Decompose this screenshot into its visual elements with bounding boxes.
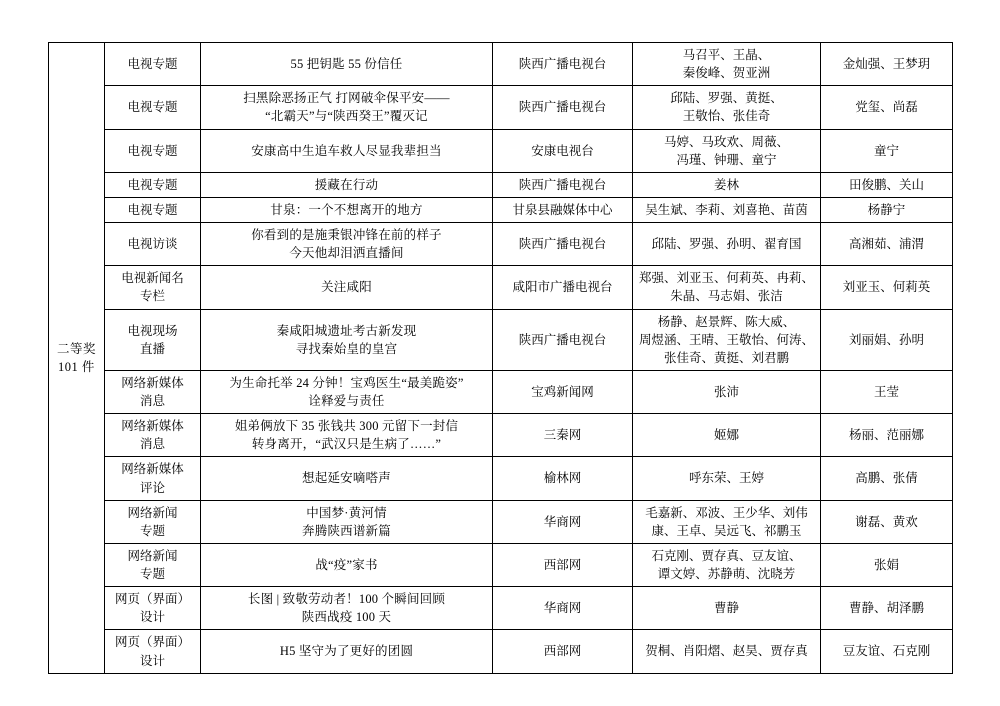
authors-cell <box>633 309 821 370</box>
unit-line: 西部网 <box>543 644 582 659</box>
author-line: 贺桐、肖阳熠、赵昊、贾存真 <box>645 644 808 659</box>
category-line: 网页（界面） <box>114 592 190 607</box>
author-line: 邱陆、罗强、孙明、翟育国 <box>651 237 802 252</box>
table-row <box>49 197 953 222</box>
work-title-line: 秦咸阳城遗址考古新发现 <box>276 323 417 338</box>
work-title-line: 援藏在行动 <box>314 177 379 192</box>
table-row <box>49 500 953 543</box>
work-title-line: 今天他却泪洒直播间 <box>289 246 404 261</box>
work-title-line: 姐弟俩放下 35 张钱共 300 元留下一封信 <box>234 419 459 434</box>
category-line: 直播 <box>139 341 165 356</box>
work-title-cell <box>201 172 493 197</box>
table-row <box>49 309 953 370</box>
table-row <box>49 86 953 129</box>
award-grade-cell <box>49 43 105 674</box>
editors-cell <box>821 457 953 500</box>
editors-cell <box>821 309 953 370</box>
editor-line: 童宁 <box>873 143 899 158</box>
editors-cell <box>821 43 953 86</box>
editor-line: 王莹 <box>873 384 899 399</box>
award-grade-line: 101 件 <box>58 359 95 374</box>
table-row <box>49 370 953 413</box>
work-title-line: 55 把钥匙 55 份信任 <box>290 57 403 72</box>
category-cell <box>105 223 201 266</box>
editor-line: 高湘茹、浦渭 <box>848 237 924 252</box>
unit-cell <box>493 309 633 370</box>
work-title-cell <box>201 370 493 413</box>
table-row <box>49 266 953 309</box>
work-title-line: 奔腾陕西谱新篇 <box>302 523 391 538</box>
editors-cell <box>821 587 953 630</box>
category-line: 设计 <box>139 610 165 625</box>
work-title-line: 你看到的是施秉银冲锋在前的样子 <box>251 228 442 242</box>
author-line: 吴生斌、李莉、刘喜艳、苗茵 <box>645 202 808 217</box>
category-line: 电视访谈 <box>127 237 178 252</box>
category-line: 设计 <box>139 653 165 668</box>
unit-line: 华商网 <box>543 601 582 616</box>
category-cell <box>105 500 201 543</box>
author-line: 冯瑾、钟珊、童宁 <box>676 152 777 167</box>
unit-cell <box>493 197 633 222</box>
work-title-line: 战“疫”家书 <box>315 557 378 572</box>
editors-cell <box>821 197 953 222</box>
unit-cell <box>493 43 633 86</box>
unit-line: 三秦网 <box>543 428 582 443</box>
unit-line: 陕西广播电视台 <box>518 237 607 252</box>
author-line: 郑强、刘亚玉、何莉英、冉莉、 <box>638 271 814 286</box>
author-line: 杨静、赵景辉、陈大威、 <box>657 314 796 329</box>
work-title-line: 诠释爱与责任 <box>308 394 385 408</box>
editor-line: 金灿强、王梦玥 <box>842 57 931 72</box>
table-row <box>49 223 953 266</box>
category-line: 电视专题 <box>127 143 178 158</box>
category-cell <box>105 370 201 413</box>
unit-cell <box>493 129 633 172</box>
unit-cell <box>493 457 633 500</box>
category-cell <box>105 587 201 630</box>
editor-line: 豆友谊、石克刚 <box>842 644 931 659</box>
authors-cell <box>633 370 821 413</box>
authors-cell <box>633 457 821 500</box>
table-row <box>49 630 953 673</box>
editors-cell <box>821 543 953 586</box>
author-line: 朱晶、马志娟、张洁 <box>670 289 783 304</box>
category-cell <box>105 630 201 673</box>
unit-cell <box>493 587 633 630</box>
category-line: 电视现场 <box>127 323 178 338</box>
authors-cell <box>633 543 821 586</box>
unit-cell <box>493 86 633 129</box>
unit-line: 陕西广播电视台 <box>518 57 607 72</box>
editors-cell <box>821 266 953 309</box>
unit-cell <box>493 500 633 543</box>
award-table-body <box>49 43 953 674</box>
editors-cell <box>821 86 953 129</box>
editors-cell <box>821 414 953 457</box>
work-title-line: 陕西战疫 100 天 <box>301 610 392 625</box>
editor-line: 曹静、胡泽鹏 <box>848 601 924 616</box>
category-line: 电视专题 <box>127 57 178 72</box>
work-title-line: 寻找秦始皇的皇宫 <box>295 341 398 356</box>
author-line: 石克刚、贾存真、豆友谊、 <box>651 548 802 563</box>
table-row <box>49 172 953 197</box>
editors-cell <box>821 223 953 266</box>
category-line: 网络新闻 <box>127 505 178 520</box>
category-cell <box>105 266 201 309</box>
award-table-container <box>48 42 952 674</box>
work-title-line: 安康高中生追车救人尽显我辈担当 <box>251 143 442 158</box>
work-title-line: 扫黑除恶扬正气 打网破伞保平安—— <box>243 91 450 106</box>
category-line: 网络新媒体 <box>121 375 184 390</box>
authors-cell <box>633 129 821 172</box>
category-line: 电视新闻名 <box>121 271 184 286</box>
unit-cell <box>493 223 633 266</box>
unit-line: 陕西广播电视台 <box>518 332 607 347</box>
author-line: 王敬怡、张佳奇 <box>682 109 771 124</box>
work-title-line: 转身离开，“武汉只是生病了……” <box>251 437 442 452</box>
category-line: 专题 <box>139 567 165 581</box>
unit-line: 陕西广播电视台 <box>518 177 607 192</box>
authors-cell <box>633 197 821 222</box>
editor-line: 谢磊、黄欢 <box>855 514 918 529</box>
work-title-cell <box>201 223 493 266</box>
work-title-cell <box>201 129 493 172</box>
unit-line: 咸阳市广播电视台 <box>512 280 613 295</box>
author-line: 秦俊峰、贺亚洲 <box>682 66 771 81</box>
author-line: 姜林 <box>713 177 739 192</box>
category-cell <box>105 86 201 129</box>
work-title-cell <box>201 587 493 630</box>
table-row <box>49 43 953 86</box>
authors-cell <box>633 43 821 86</box>
author-line: 谭文婷、苏静萌、沈晓芳 <box>657 567 796 581</box>
unit-line: 榆林网 <box>543 471 582 486</box>
editor-line: 田俊鹏、关山 <box>848 177 924 192</box>
award-table <box>48 42 953 674</box>
editors-cell <box>821 630 953 673</box>
unit-line: 陕西广播电视台 <box>518 100 607 115</box>
author-line: 马召平、王晶、 <box>682 48 771 62</box>
category-line: 电视专题 <box>127 202 178 217</box>
work-title-cell <box>201 457 493 500</box>
category-line: 专栏 <box>139 289 165 304</box>
work-title-line: 甘泉：一个不想离开的地方 <box>270 202 423 217</box>
editor-line: 刘亚玉、何莉英 <box>842 280 931 295</box>
editors-cell <box>821 370 953 413</box>
category-line: 网络新媒体 <box>121 462 184 477</box>
work-title-line: “北霸天”与“陕西癸王”覆灭记 <box>265 109 428 124</box>
unit-line: 西部网 <box>543 557 582 572</box>
category-line: 评论 <box>139 480 165 495</box>
category-cell <box>105 543 201 586</box>
category-cell <box>105 172 201 197</box>
editor-line: 杨丽、范丽娜 <box>848 428 924 443</box>
category-line: 网页（界面） <box>114 635 190 650</box>
author-line: 周煜涵、王晴、王敬怡、何涛、 <box>638 332 814 347</box>
author-line: 张沛 <box>713 384 739 399</box>
work-title-line: 为生命托举 24 分钟！宝鸡医生“最美跪姿” <box>229 375 464 390</box>
category-cell <box>105 457 201 500</box>
category-line: 消息 <box>139 437 165 452</box>
author-line: 康、王卓、吴远飞、祁鹏玉 <box>651 523 802 538</box>
unit-line: 安康电视台 <box>531 143 594 158</box>
table-row <box>49 457 953 500</box>
author-line: 呼东荣、王婷 <box>688 471 764 486</box>
category-line: 专题 <box>139 523 165 538</box>
table-row <box>49 129 953 172</box>
work-title-cell <box>201 309 493 370</box>
table-row <box>49 543 953 586</box>
category-cell <box>105 43 201 86</box>
unit-line: 华商网 <box>543 514 582 529</box>
author-line: 曹静 <box>713 601 739 616</box>
work-title-cell <box>201 414 493 457</box>
work-title-line: 想起延安嘀嗒声 <box>302 471 391 486</box>
authors-cell <box>633 500 821 543</box>
editors-cell <box>821 129 953 172</box>
category-line: 网络新媒体 <box>121 419 184 434</box>
work-title-cell <box>201 500 493 543</box>
unit-cell <box>493 172 633 197</box>
work-title-line: H5 坚守为了更好的团圆 <box>279 644 414 659</box>
work-title-cell <box>201 266 493 309</box>
table-row <box>49 587 953 630</box>
author-line: 姬娜 <box>713 428 739 443</box>
editor-line: 高鹏、张倩 <box>855 471 918 486</box>
unit-line: 宝鸡新闻网 <box>531 384 594 399</box>
authors-cell <box>633 630 821 673</box>
category-line: 消息 <box>139 394 165 408</box>
category-line: 网络新闻 <box>127 548 178 563</box>
author-line: 邱陆、罗强、黄挺、 <box>670 91 783 106</box>
unit-cell <box>493 543 633 586</box>
category-cell <box>105 309 201 370</box>
unit-cell <box>493 414 633 457</box>
editor-line: 张娟 <box>873 557 899 572</box>
award-grade-line: 二等奖 <box>56 341 96 356</box>
work-title-cell <box>201 543 493 586</box>
editor-line: 杨静宁 <box>867 202 906 217</box>
work-title-line: 长图 | 致敬劳动者！100 个瞬间回顾 <box>247 592 446 607</box>
editor-line: 刘丽娟、孙明 <box>848 332 924 347</box>
authors-cell <box>633 86 821 129</box>
editors-cell <box>821 500 953 543</box>
unit-cell <box>493 266 633 309</box>
authors-cell <box>633 172 821 197</box>
unit-cell <box>493 370 633 413</box>
category-line: 电视专题 <box>127 177 178 192</box>
category-line: 电视专题 <box>127 100 178 115</box>
work-title-line: 中国梦·黄河情 <box>306 505 387 520</box>
authors-cell <box>633 587 821 630</box>
work-title-cell <box>201 86 493 129</box>
authors-cell <box>633 223 821 266</box>
authors-cell <box>633 414 821 457</box>
unit-cell <box>493 630 633 673</box>
category-cell <box>105 129 201 172</box>
author-line: 马婷、马玫欢、周薇、 <box>663 134 789 149</box>
unit-line: 甘泉县融媒体中心 <box>512 202 613 217</box>
author-line: 毛嘉新、邓波、王少华、刘伟 <box>645 505 808 520</box>
category-cell <box>105 414 201 457</box>
work-title-cell <box>201 43 493 86</box>
editors-cell <box>821 172 953 197</box>
work-title-line: 关注咸阳 <box>321 280 372 295</box>
table-row <box>49 414 953 457</box>
authors-cell <box>633 266 821 309</box>
editor-line: 党玺、尚磊 <box>855 100 918 115</box>
work-title-cell <box>201 630 493 673</box>
work-title-cell <box>201 197 493 222</box>
category-cell <box>105 197 201 222</box>
author-line: 张佳奇、黄挺、刘君鹏 <box>663 350 789 365</box>
